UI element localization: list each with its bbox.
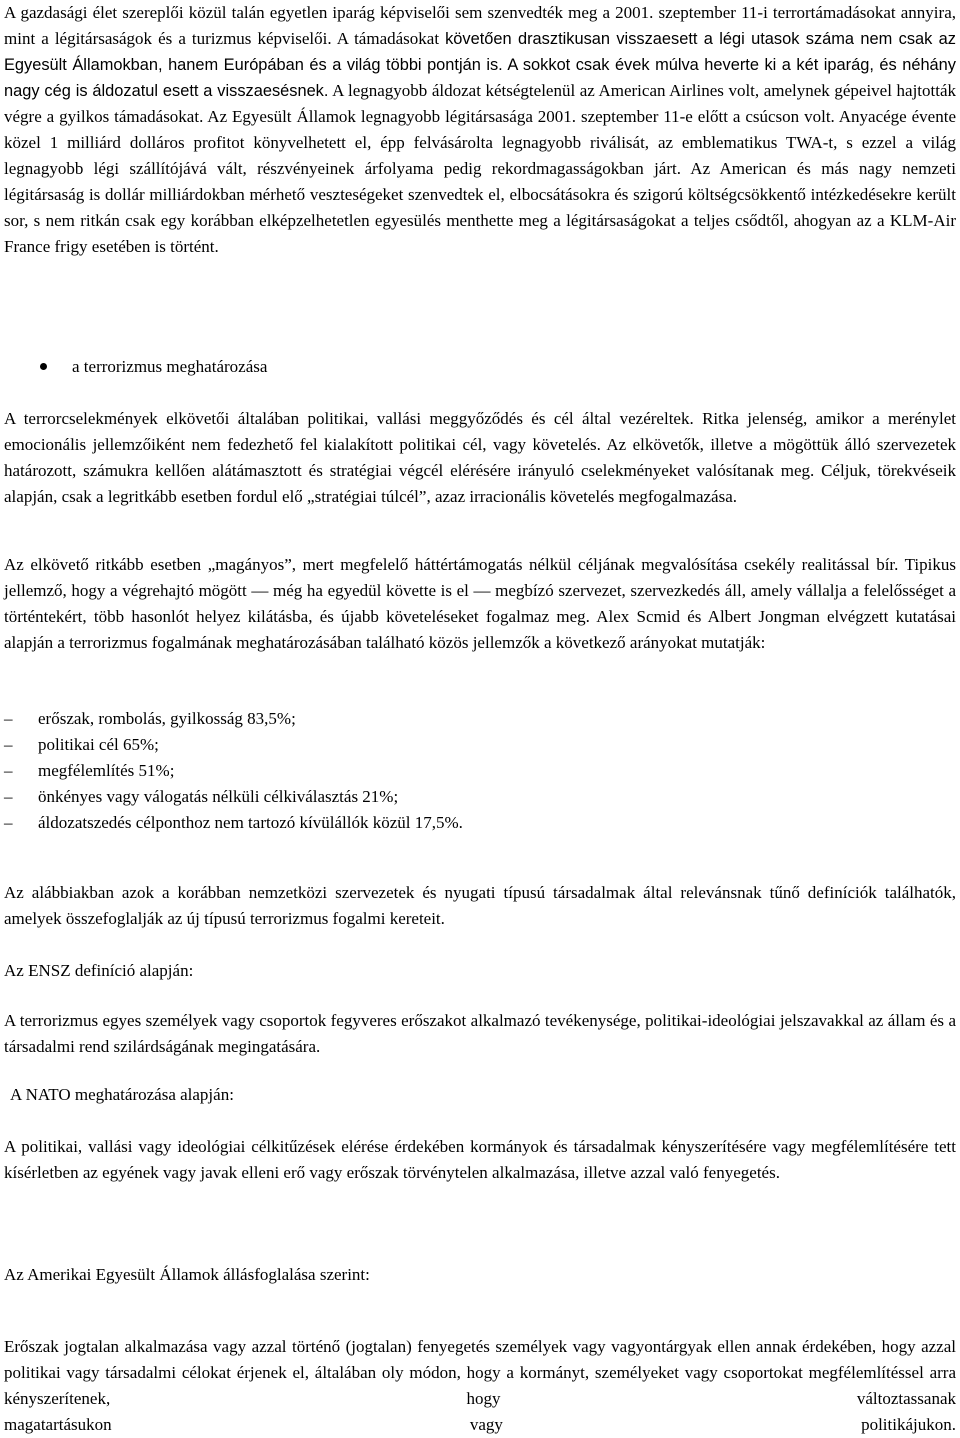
list-item-text: erőszak, rombolás, gyilkosság 83,5%; [38,709,296,728]
un-heading: Az ENSZ definíció alapján: [4,961,194,980]
characteristics-list [4,706,804,836]
nato-definition: A politikai, vallási vagy ideológiai célkitűzések elérése érdekében kormányok és társadalmak kényszerítésére vagy megfélemlítésére tett kísérletben az egyének vagy javak elleni erő vagy erőszak törvénytelen alkalmazása, illetve azzal való fenyegetés. [4,1137,956,1182]
paragraph-1-serif-a: A gazdasági élet szereplői közül talán egyetlen iparág képviselői sem szenvedték meg a 2001. szeptember 11-i terrortámadásokat annyira, mint a légitársaságok és a turizmus képviselői. A támadásokat [4,3,956,48]
paragraph-lone-perpetrator: Az elkövető ritkább esetben „magányos”, mert megfelelő háttértámogatás nélkül céljának megvalósítása csekély realitással bír. Tipikus jellemző, hogy a végrehajtó mögött — még ha egyedül követte is el — megbízó szervezet, szervezkedés áll, amely vállalja a felelősséget a történtekért, több hasonlót helyez kilátásba, és újabb követeléseket fogalmaz meg. Alex Scmid és Albert Jongman elvégzett kutatásai alapján a terrorizmus fogalmának meghatározásában található közös jellemzők a következő arányokat mutatják: [4,555,956,652]
paragraph-airline-impact [4,0,956,260]
dash-marker: – [4,761,13,780]
dash-marker: – [4,787,13,806]
us-last-word: politikájukon. [861,1415,956,1434]
paragraph-1-sans: követően drasztikusan visszaesett a légi utasok száma nem csak az Egyesült Államokban, hanem Európában és a világ többi pontján is. A sokkot csak évek múlva heverte ki a két iparág, és néhány nagy cég is áldozatul esett a visszaesésnek. [4,30,956,100]
list-item-text: politikai cél 65%; [38,735,159,754]
list-item [4,784,804,810]
list-item [4,732,804,758]
us-heading: Az Amerikai Egyesült Államok állásfoglalása szerint: [4,1265,370,1284]
bullet-dot-icon [40,363,47,370]
list-item-text: áldozatszedés célponthoz nem tartozó kívülállók közül 17,5%. [38,813,463,832]
paragraph-definitions-intro: Az alábbiakban azok a korábban nemzetközi szervezetek és nyugati típusú társadalmak által relevánsnak tűnő definíciók találhatók, amelyek összefoglalják az új típusú terrorizmus fogalmi kereteit. [4,883,956,928]
bullet-heading-text: a terrorizmus meghatározása [72,357,268,376]
us-definition-last-line [4,1412,956,1438]
list-item [4,706,804,732]
list-item-text: önkényes vagy válogatás nélküli célkiválasztás 21%; [38,787,399,806]
dash-marker: – [4,709,13,728]
list-item [4,810,804,836]
dash-marker: – [4,813,13,832]
paragraph-1-serif-b: A legnagyobb áldozat kétségtelenül az American Airlines volt, amelynek gépeivel hajtották végre a gyilkos támadásokat. Az Egyesült Államok legnagyobb légitársasága 2001. szeptember 11-e előtt a csúcson volt. Anyacége évente közel 1 milliárd dolláros profitot könyvelhetett el, épp felvásárolta legnagyobb riválisát, az emblematikus TWA-t, s ezzel a világ legnagyobb légi szállítójává vált, részvényeinek árfolyama pedig rekordmagasságokban járt. Az American és más nagy nemzeti légitársaság is dollár milliárdokban mérhető veszteségeket szenvedtek el, elbocsátásokra és szigorú költségcsökkentő intézkedésekre került sor, s nem ritkán csak egy korábban elképzelhetetlen egyesülés menthette meg a légitársaságokat a teljes csődtől, ahogyan az a KLM-Air France frigy esetében is történt. [4,81,957,256]
us-definition-text: Erőszak jogtalan alkalmazása vagy azzal történő (jogtalan) fenyegetés személyek vagy vagyontárgyak ellen annak érdekében, hogy azzal politikai vagy társadalmi célokat érjenek el, általában oly módon, hogy a kormányt, személyeket vagy csoportokat megfélemlítéssel arra kényszerítenek, hogy változtassanak [4,1337,956,1408]
list-item [4,758,804,784]
paragraph-perpetrators: A terrorcselekmények elkövetői általában politikai, vallási meggyőződés és cél által vezéreltek. Ritka jelenség, amikor a merénylet emocionális jellemzőiként nem fedezhető fel kialakított politikai cél, vagy követelés. Az elkövetők, illetve a mögöttük álló szervezetek határozott, számukra kellően alátámasztott és stratégiai végcél elérésére irányuló cselekményeket valósítanak meg. Céljuk, törekvéseik alapján, csak a legritkább esetben fordul elő „stratégiai túlcél”, azaz irracionális követelés megfogalmazása. [4,409,956,506]
dash-marker: – [4,735,13,754]
us-last-word: magatartásukon [4,1415,112,1434]
un-definition: A terrorizmus egyes személyek vagy csoportok fegyveres erőszakot alkalmazó tevékenysége, politikai-ideológiai jelszavakkal az állam és a társadalmi rend szilárdságának megingatására. [4,1011,956,1056]
us-last-word: vagy [469,1415,503,1434]
bullet-heading [40,354,940,380]
list-item-text: megfélemlítés 51%; [38,761,175,780]
nato-heading: A NATO meghatározása alapján: [10,1085,234,1104]
us-definition [4,1334,956,1438]
